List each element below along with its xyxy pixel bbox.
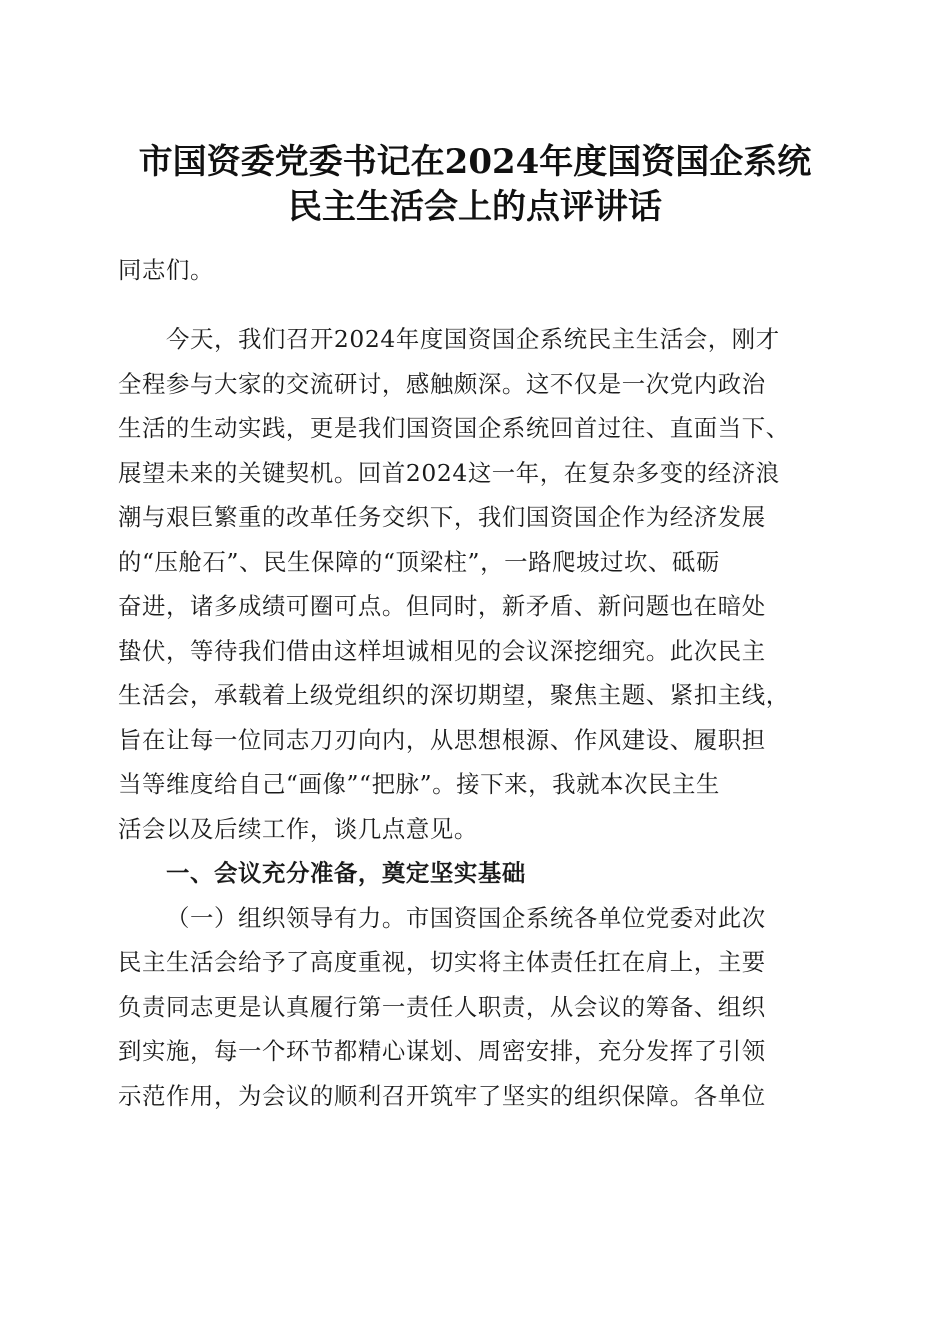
- paragraph-line: 活会以及后续工作，谈几点意见。: [118, 815, 478, 843]
- document-title-line-2: 民主生活会上的点评讲话: [288, 187, 662, 227]
- document-title-line-1: 市国资委党委书记在2024年度国资国企系统: [138, 142, 812, 182]
- paragraph-line: 潮与艰巨繁重的改革任务交织下，我们国资国企作为经济发展: [118, 503, 766, 531]
- paragraph-line: 全程参与大家的交流研讨，感触颇深。这不仅是一次党内政治: [118, 370, 766, 398]
- section-heading: 一、会议充分准备，奠定坚实基础: [166, 859, 526, 887]
- paragraph-line: 生活会，承载着上级党组织的深切期望，聚焦主题、紧扣主线，: [118, 681, 790, 709]
- paragraph-line: 今天，我们召开2024年度国资国企系统民主生活会，刚才: [166, 325, 780, 353]
- paragraph-line: 的“压舱石”、民生保障的“顶梁柱”，一路爬坡过坎、砥砺: [118, 548, 721, 576]
- paragraph-line: 民主生活会给予了高度重视，切实将主体责任扛在肩上，主要: [118, 948, 766, 976]
- paragraph-line: 奋进，诸多成绩可圈可点。但同时，新矛盾、新问题也在暗处: [118, 592, 766, 620]
- paragraph-line: 示范作用，为会议的顺利召开筑牢了坚实的组织保障。各单位: [118, 1082, 766, 1110]
- paragraph-line: 到实施，每一个环节都精心谋划、周密安排，充分发挥了引领: [118, 1037, 766, 1065]
- paragraph-line: 展望未来的关键契机。回首2024这一年，在复杂多变的经济浪: [118, 459, 780, 487]
- paragraph-line: 当等维度给自己“画像”“把脉”。接下来，我就本次民主生: [118, 770, 721, 798]
- paragraph-line: 蛰伏，等待我们借由这样坦诚相见的会议深挖细究。此次民主: [118, 637, 766, 665]
- paragraph-line: 旨在让每一位同志刀刃向内，从思想根源、作风建设、履职担: [118, 726, 766, 754]
- paragraph-line: 负责同志更是认真履行第一责任人职责，从会议的筹备、组织: [118, 993, 766, 1021]
- salutation: 同志们。: [118, 256, 214, 284]
- paragraph-line: 生活的生动实践，更是我们国资国企系统回首过往、直面当下、: [118, 414, 790, 442]
- paragraph-line: （一）组织领导有力。市国资国企系统各单位党委对此次: [166, 904, 766, 932]
